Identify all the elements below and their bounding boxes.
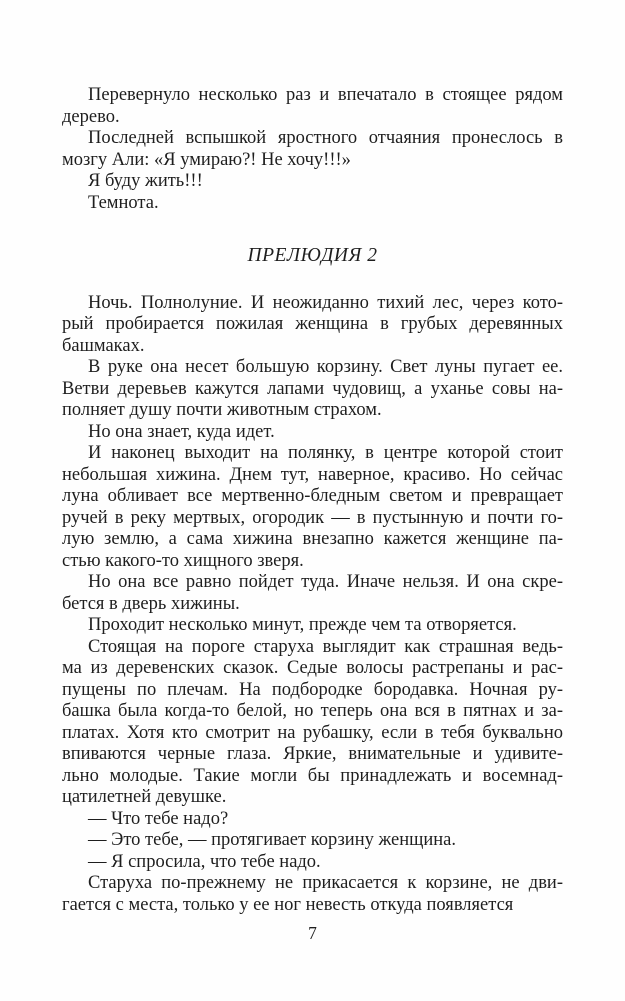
text-line: Перевернуло несколько раз и впечатало в стоящее рядом (88, 85, 563, 105)
text-line: — Это тебе, — протягивает корзину женщина. (88, 830, 457, 850)
text-line: гается с места, только у ее ног невесть откуда появляется (62, 894, 514, 915)
text-line: пущены по плечам. На подбородке бородавка. Ночная ру- (62, 679, 563, 700)
text-line: — Что тебе надо? (88, 808, 229, 829)
text-line: башмаках. (62, 335, 145, 356)
text-line: Я буду жить!!! (88, 171, 203, 191)
text-line: дерево. (62, 106, 120, 127)
text-line: мозгу Али: «Я умираю?! Не хочу!!!» (62, 149, 351, 170)
text-column (62, 85, 563, 945)
text-line: Ночь. Полнолуние. И неожиданно тихий лес, через кото- (88, 292, 563, 313)
text-line: В руке она несет большую корзину. Свет луны пугает ее. (88, 357, 563, 377)
text-line: Стоящая на пороге старуха выглядит как страшная ведь- (88, 636, 563, 657)
text-line: Старуха по-прежнему не прикасается к корзине, не дви- (88, 873, 563, 893)
text-line: цатилетней девушке. (62, 787, 227, 807)
text-line: ручей в реку мертвых, огородик — в пустынную и почти го- (62, 507, 563, 528)
text-line: полняет душу почти животным страхом. (62, 400, 382, 420)
text-line: башка была когда-то белой, но теперь она вся в пятнах и за- (62, 701, 563, 721)
text-line: И наконец выходит на полянку, в центре которой стоит (88, 443, 563, 463)
text-line: платах. Хотя кто смотрит на рубашку, если в тебя буквально (62, 722, 563, 743)
text-line: Но она все равно пойдет туда. Иначе нельзя. И она скре- (88, 572, 563, 592)
page-number: 7 (308, 923, 317, 943)
text-line: ма из деревенских сказок. Седые волосы растрепаны и рас- (62, 658, 563, 678)
text-line: Проходит несколько минут, прежде чем та отворяется. (88, 615, 517, 635)
text-line: льно молодые. Такие могли бы принадлежать и восемнад- (62, 765, 563, 786)
text-line: Ветви деревьев кажутся лапами чудовищ, а уханье совы на- (62, 378, 563, 399)
text-line: рый пробирается пожилая женщина в грубых деревянных (62, 314, 563, 334)
text-line: Последней вспышкой яростного отчаяния пронеслось в (88, 128, 563, 148)
text-line: лую землю, а сама хижина внезапно кажется женщине па- (62, 529, 563, 549)
text-line: луна обливает все мертвенно-бледным светом и превращает (62, 486, 563, 506)
text-line: бется в дверь хижины. (62, 593, 240, 614)
text-line: стью какого-то хищного зверя. (62, 550, 304, 571)
text-line: Но она знает, куда идет. (88, 421, 275, 442)
text-line: — Я спросила, что тебе надо. (88, 851, 321, 872)
text-line: Темнота. (88, 192, 159, 213)
chapter-heading: ПРЕЛЮДИЯ 2 (247, 245, 378, 266)
text-line: впиваются черные глаза. Яркие, внимательные и удивите- (62, 744, 563, 764)
text-line: небольшая хижина. Днем тут, наверное, красиво. Но сейчас (62, 464, 563, 485)
